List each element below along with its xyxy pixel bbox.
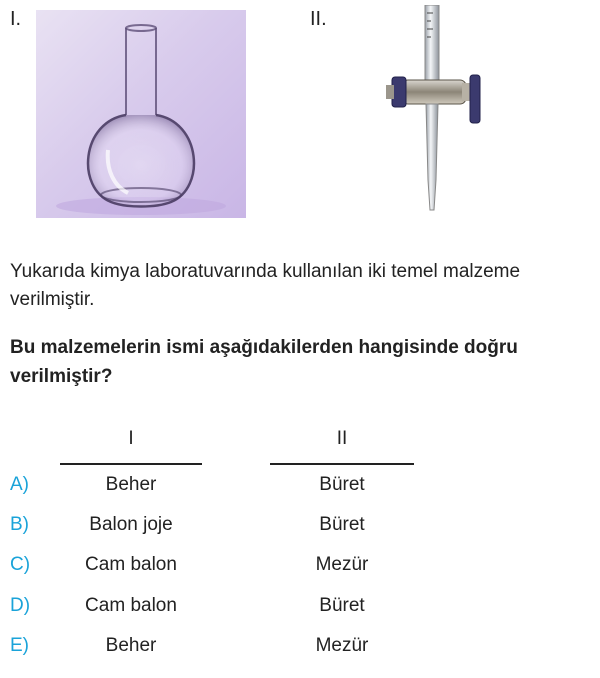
option-col2: Büret [319, 474, 365, 495]
figure-label-2: II. [310, 8, 327, 30]
round-bottom-flask-image [36, 10, 246, 218]
option-col1: Balon joje [89, 514, 173, 535]
option-col2: Mezür [315, 635, 369, 656]
option-letter: B) [10, 514, 29, 535]
option-col2: Büret [319, 514, 365, 535]
answer-option-a[interactable] [0, 474, 600, 504]
column-rule-2 [270, 463, 414, 465]
answer-option-d[interactable] [0, 595, 600, 625]
option-letter: C) [10, 554, 31, 575]
burette-image [380, 5, 490, 220]
option-letter: E) [10, 635, 29, 656]
option-col1: Cam balon [85, 595, 177, 616]
option-col1: Beher [105, 474, 157, 495]
figure-label-1: I. [10, 8, 22, 30]
column-rule-1 [60, 463, 202, 465]
intro-text: Yukarıda kimya laboratuvarında kullanılan iki temel malzeme verilmiştir. [10, 261, 521, 310]
option-letter: D) [10, 595, 31, 616]
option-letter: A) [10, 474, 29, 495]
option-col1: Beher [105, 635, 157, 656]
option-col2: Mezür [315, 554, 369, 575]
answer-option-c[interactable] [0, 554, 600, 584]
question-text: Bu malzemelerin ismi aşağıdakilerden hangisinde doğru verilmiştir? [10, 337, 518, 387]
answer-option-b[interactable] [0, 514, 600, 544]
option-col1: Cam balon [85, 554, 177, 575]
option-col2: Büret [319, 595, 365, 616]
column-header-2: II [336, 428, 348, 449]
answer-option-e[interactable] [0, 635, 600, 665]
column-header-1: I [128, 428, 134, 449]
